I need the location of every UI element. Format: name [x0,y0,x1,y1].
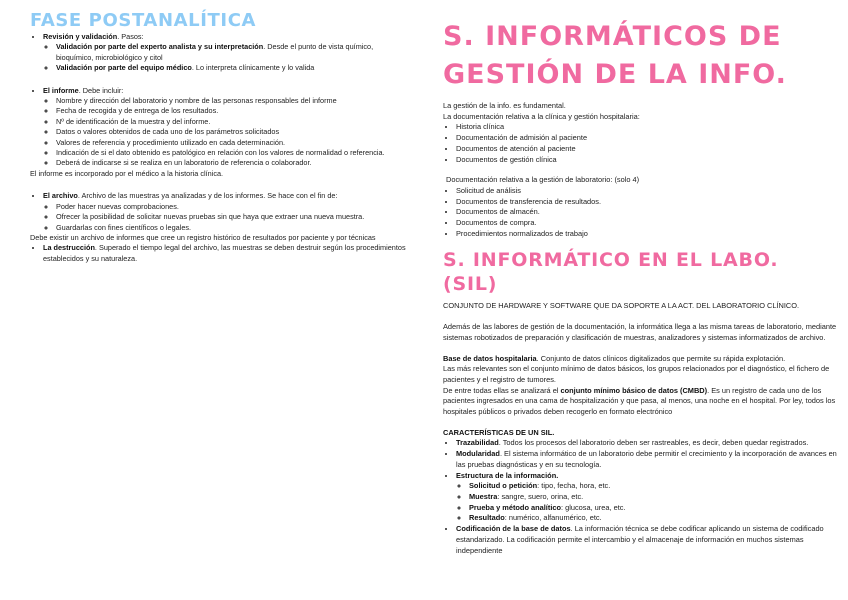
list-item: ◦ Resultado: numérico, alfanumérico, etc. [469,513,838,524]
list-item: ◦ Muestra: sangre, suero, orina, etc. [469,492,838,503]
list-item: • Documentos de gestión clínica [456,155,838,166]
sil-definition: CONJUNTO DE HARDWARE Y SOFTWARE QUE DA SOPORTE A LA ACT. DEL LABORATORIO CLÍNICO. [443,301,800,311]
list-item: ◦ Datos o valores obtenidos de cada uno de los parámetros solicitados [56,127,408,137]
sil-paragraph: Además de las labores de gestión de la documentación, la informática llega a las misma tareas de laboratorio, mediante sistemas robotizados de preparación y clasificación de muestras, analizadores y sistemas informatizados de archivo. [443,322,837,342]
main-title: S. INFORMÁTICOS DE GESTIÓN DE LA INFO. [443,21,787,90]
archivo-item: • El archivo. Archivo de las muestras ya analizadas y de los informes. Se hace con el fin de: ◦ Poder hacer nuevas comprobaciones. ◦ Ofrecer la posibilidad de solicitar nuevas pruebas sin que haya que extraer una nueva muestra. ◦ Guardarlas con fines científicos o legales. [43,191,408,233]
list-item: ◦ Nombre y dirección del laboratorio y nombre de las personas responsables del informe [56,96,408,106]
bd-paragraph: Base de datos hospitalaria. Conjunto de datos clínicos digitalizados que permite su rápida explotación. [443,353,786,363]
revision-sublist [43,42,408,73]
list-item: • Solicitud de análisis [456,186,838,197]
destruccion-list [30,243,408,264]
list-item: • Trazabilidad. Todos los procesos del laboratorio deben ser rastreables, es decir, deben quedar registrados. [456,438,838,449]
cmbd-paragraph: De entre todas ellas se analizará el conjunto mínimo básico de datos (CMBD). Es un registro de cada uno de los pacientes ingresados en una cama de hospitalización y que pasa, al menos, una noche en el hospital. Por ley, todos los hospitales públicos o privados deben recogerlo en formato electrónico [443,385,836,417]
left-title: FASE POSTANALÍTICA [30,10,257,31]
revision-item: • Revisión y validación. Pasos: ◦ Validación por parte del experto analista y su interpretación. Desde el punto de vista químico, bioquímico, microbiológico y citol ◦ Validación por parte del equipo médico. Lo interpreta clínicamente y lo valida [43,32,408,74]
archivo-list [30,191,408,233]
archivo-after: Debe existir un archivo de informes que cree un registro histórico de resultados por paciente y por técnicas [30,232,376,242]
intro-1: La gestión de la info. es fundamental. [443,101,566,110]
lab-list [443,186,838,240]
list-item: ◦ Deberá de indicarse si se realiza en un laboratorio de referencia o colaborador. [56,158,408,168]
list-item: • Documentos de almacén. [456,207,838,218]
list-item: • Codificación de la base de datos. La información técnica se debe codificar aplicando un sistema de codificado estandarizado. La codificación permite el intercambio y el almacenaje de información en muchos sistemas independiente [456,524,838,556]
bd-paragraph-2: Las más relevantes son el conjunto mínimo de datos básicos, los grupos relacionados por el diagnóstico, el fichero de pacientes y el registro de tumores. [443,364,830,384]
list-item: • Procedimientos normalizados de trabajo [456,229,838,240]
structure-sublist [456,481,838,524]
revision-list [30,32,408,74]
list-item: ◦ Valores de referencia y procedimiento utilizado en cada determinación. [56,138,408,148]
list-item: • Modularidad. El sistema informático de un laboratorio debe permitir el crecimiento y la incorporación de avances en las pruebas diagnósticas y en su tecnología. [456,449,838,470]
list-item: ◦ Ofrecer la posibilidad de solicitar nuevas pruebas sin que haya que extraer una nueva muestra. [56,212,408,222]
list-item: • Documentación de admisión al paciente [456,133,838,144]
list-item: ◦ Validación por parte del equipo médico. Lo interpreta clínicamente y lo valida [56,63,408,73]
intro-2: La documentación relativa a la clínica y gestión hospitalaria: [443,111,640,121]
clinic-list [443,122,838,165]
list-item: ◦ Poder hacer nuevas comprobaciones. [56,202,408,212]
list-item: ◦ Prueba y método analítico: glucosa, urea, etc. [469,503,838,514]
list-item: ◦ Nº de identificación de la muestra y del informe. [56,117,408,127]
list-item: ◦ Fecha de recogida y de entrega de los resultados. [56,106,408,116]
list-item: ◦ Guardarlas con fines científicos o legales. [56,223,408,233]
list-item: • Documentos de transferencia de resultados. [456,197,838,208]
list-item: ◦ Validación por parte del experto analista y su interpretación. Desde el punto de vista químico, bioquímico, microbiológico y citol [56,42,408,63]
list-item: ◦ Solicitud o petición: tipo, fecha, hora, etc. [469,481,838,492]
right-column [443,18,838,556]
characteristics-title: CARACTERÍSTICAS DE UN SIL. [443,427,555,437]
informe-after: El informe es incorporado por el médico a la historia clínica. [30,168,224,178]
destruccion-item: • La destrucción. Superado el tiempo legal del archivo, las muestras se deben destruir según los procedimientos establecidos y su naturaleza. [43,243,408,264]
left-column [30,32,408,264]
list-item: • Documentos de compra. [456,218,838,229]
sil-title: S. INFORMÁTICO EN EL LABO. (SIL) [443,249,779,296]
lab-intro: Documentación relativa a la gestión de laboratorio: (solo 4) [446,175,640,185]
archivo-sublist [43,202,408,233]
list-item: • Estructura de la información. ◦ Solicitud o petición: tipo, fecha, hora, etc. ◦ Muestra: sangre, suero, orina, etc. ◦ Prueba y método analítico: glucosa, urea, etc. ◦ Resultado: numérico, alfanumérico, etc. [456,471,838,525]
characteristics-list [443,438,838,556]
list-item: • Historia clínica [456,122,838,133]
list-item: • Documentos de atención al paciente [456,144,838,155]
list-item: ◦ Indicación de si el dato obtenido es patológico en relación con los valores de normalidad o referencia. [56,148,408,158]
informe-item: • El informe. Debe incluir: ◦ Nombre y dirección del laboratorio y nombre de las personas responsables del informe ◦ Fecha de recogida y de entrega de los resultados. ◦ Nº de identificación de la muestra y del informe. ◦ Datos o valores obtenidos de cada uno de los parámetros solicitados ◦ Valores de referencia y procedimiento utilizado en cada determinación. ◦ Indicación de si el dato obtenido es patológico en relación con los valores de normalidad o referencia. ◦ Deberá de indicarse si se realiza en un laboratorio de referencia o colaborador. [43,86,408,169]
informe-sublist [43,96,408,169]
informe-list [30,86,408,169]
